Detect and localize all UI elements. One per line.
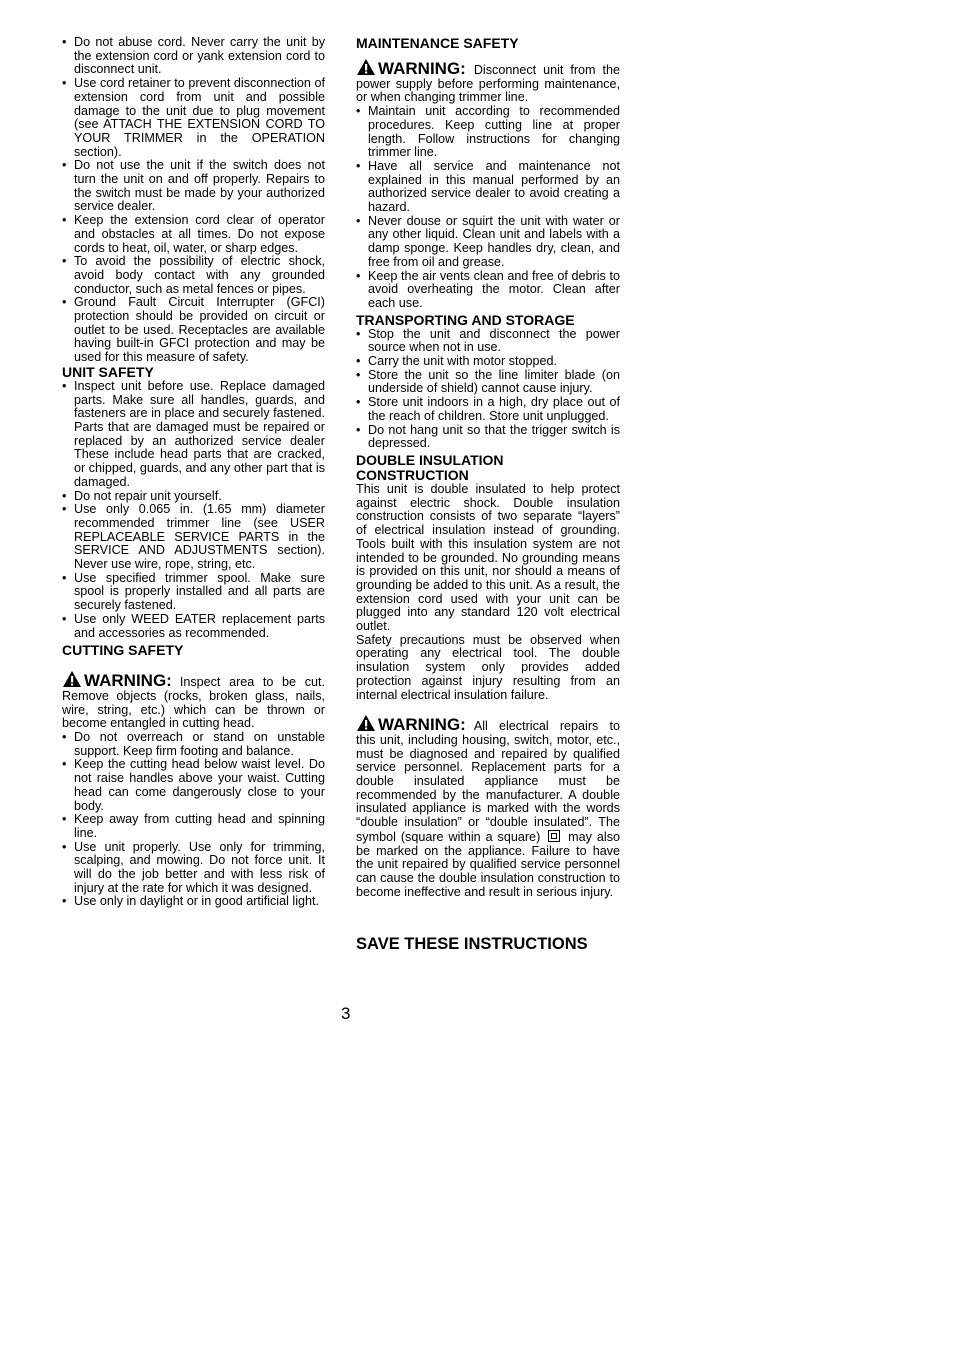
list-item: • Use only 0.065 in. (1.65 mm) diameter recommended trimmer line (see USER REPLACEABLE SERVICE PARTS in the SERVICE AND ADJUSTMENTS section). Never use wire, rope, string, etc. [62,503,325,572]
left-column [62,36,325,909]
save-instructions-heading: SAVE THESE INSTRUCTIONS [356,935,588,953]
list-item: • Maintain unit according to recommended procedures. Keep cutting line at proper length. Follow instructions for changing trimmer line. [356,105,620,160]
cutting-warning [62,668,325,731]
list-item: • Carry the unit with motor stopped. [356,355,620,369]
list-item: • Use cord retainer to prevent disconnection of extension cord from unit and possible damage to the unit due to plug movement (see ATTACH THE EXTENSION CORD TO YOUR TRIMMER in the OPERATION section). [62,77,325,159]
page-number: 3 [341,1004,351,1023]
warning-text: Disconnect unit from the power supply before performing maintenance, or when changing trimmer line. [356,63,620,105]
list-item: • Keep the air vents clean and free of debris to avoid overheating the motor. Clean after each use. [356,270,620,311]
list-item: • Never douse or squirt the unit with water or any other liquid. Clean unit and labels with a damp sponge. Keep handles dry, clean, and free from oil and grease. [356,215,620,270]
double-insulation-paragraph: This unit is double insulated to help protect against electric shock. Double insulation construction consists of two separate “layers” of electrical insulation instead of grounding. Tools built with this insulation system are not intended to be grounded. No grounding means is provided on this unit, nor should a means of grounding be added to this unit. As a result, the extension cord used with your unit can be plugged into any standard 120 volt electrical outlet. [356,481,620,634]
maintenance-safety-list [356,105,620,311]
list-item: • Keep the extension cord clear of operator and obstacles at all times. Do not expose cords to heat, oil, water, or sharp edges. [62,214,325,255]
list-item: • Use only WEED EATER replacement parts and accessories as recommended. [62,613,325,640]
maintenance-safety-heading: MAINTENANCE SAFETY [356,35,519,51]
list-item: • Do not hang unit so that the trigger switch is depressed. [356,424,620,451]
list-item: • Have all service and maintenance not explained in this manual performed by an authorized service dealer to avoid creating a hazard. [356,160,620,215]
electrical-repair-warning [356,712,620,899]
list-item: • Stop the unit and disconnect the power source when not in use. [356,328,620,355]
list-item: • To avoid the possibility of electric shock, avoid body contact with any grounded conductor, such as metal fences or pipes. [62,255,325,296]
cord-safety-list [62,36,325,365]
warning-text: Inspect area to be cut. Remove objects (rocks, broken glass, nails, wire, string, etc.) which can be thrown or become entangled in cutting head. [62,675,325,731]
cutting-safety-heading: CUTTING SAFETY [62,642,184,659]
transporting-storage-list [356,328,620,451]
list-item: • Do not repair unit yourself. [62,490,325,504]
warning-triangle-icon [356,58,376,76]
heading-line: CONSTRUCTION [356,466,469,483]
double-insulation-heading [356,453,620,483]
list-item: • Use specified trimmer spool. Make sure spool is properly installed and all parts are securely fastened. [62,572,325,613]
warning-text: All electrical repairs to this unit, including housing, switch, motor, etc., must be diagnosed and repaired by qualified service personnel. Replacement parts for a double insulated appliance must be recommended by the manufacturer. A double insulated appliance is marked with the words “double insulation” or “double insulated”. The symbol (square within a square) [356,719,620,844]
list-item: • Keep the cutting head below waist level. Do not raise handles above your waist. Cutting head can come dangerously close to your body. [62,758,325,813]
list-item: • Store unit indoors in a high, dry place out of the reach of children. Store unit unplugged. [356,396,620,423]
unit-safety-list [62,380,325,640]
warning-text: may also be marked on the appliance. Failure to have the unit repaired by qualified service personnel can cause the double insulation construction to become ineffective and result in serious injury. [356,829,621,899]
list-item: • Keep away from cutting head and spinning line. [62,813,325,840]
warning-label: WARNING: [356,712,466,732]
warning-label: WARNING: [62,668,172,688]
list-item: • Use unit properly. Use only for trimming, scalping, and mowing. Do not force unit. It will do the job better and with less risk of injury at the rate for which it was designed. [62,841,325,896]
list-item: • Store the unit so the line limiter blade (on underside of shield) cannot cause injury. [356,369,620,396]
warning-triangle-icon [356,714,376,732]
warning-triangle-icon [62,670,82,688]
maintenance-warning [356,56,620,105]
warning-label: WARNING: [356,56,466,76]
transporting-storage-heading: TRANSPORTING AND STORAGE [356,311,575,328]
cutting-safety-list [62,731,325,909]
square-within-square-icon [548,830,560,842]
right-column [356,36,620,899]
list-item: • Ground Fault Circuit Interrupter (GFCI) protection should be provided on circuit or outlet to be used. Receptacles are available having built-in GFCI protection and may be used for this measure of safety. [62,296,325,365]
safety-precautions-paragraph: Safety precautions must be observed when operating any electrical tool. The double insulation system only provides added protection against injury resulting from an internal electrical insulation failure. [356,632,620,702]
list-item: • Use only in daylight or in good artificial light. [62,895,325,909]
list-item: • Do not abuse cord. Never carry the unit by the extension cord or yank extension cord to disconnect unit. [62,36,325,77]
list-item: • Inspect unit before use. Replace damaged parts. Make sure all handles, guards, and fasteners are in place and securely fastened. Parts that are damaged must be repaired or replaced by an authorized service dealer These include head parts that are cracked, or chipped, guards, and any other part that is damaged. [62,380,325,490]
list-item: • Do not overreach or stand on unstable support. Keep firm footing and balance. [62,731,325,758]
heading-line: DOUBLE INSULATION [356,451,504,468]
list-item: • Do not use the unit if the switch does not turn the unit on and off properly. Repairs to the switch must be made by your authorized service dealer. [62,159,325,214]
unit-safety-heading: UNIT SAFETY [62,363,154,380]
